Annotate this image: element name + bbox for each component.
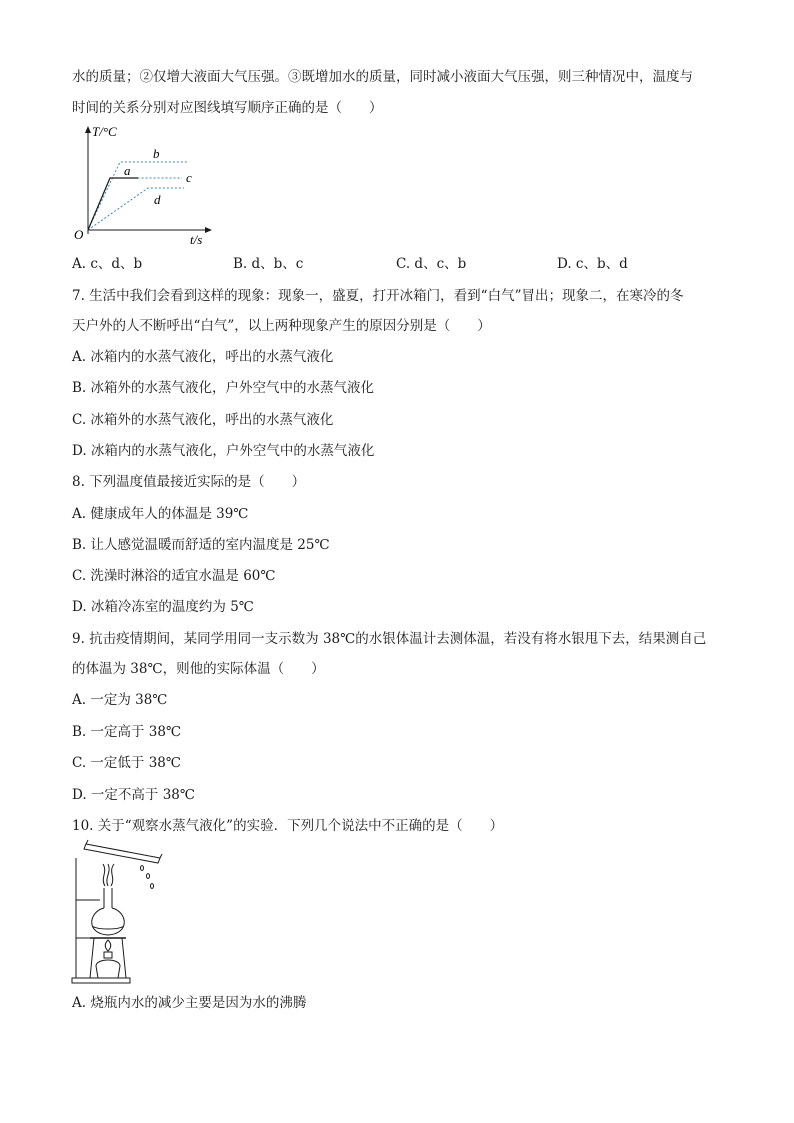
q7-option-c: C. 冰箱外的水蒸气液化，呼出的水蒸气液化 — [72, 412, 334, 428]
steam-wisp — [107, 864, 109, 886]
q9-stem-line2: 的体温为 38℃，则他的实际体温（ ） — [72, 661, 325, 677]
stand-base — [72, 978, 130, 983]
q7-option-b: B. 冰箱外的水蒸气液化，户外空气中的水蒸气液化 — [72, 380, 375, 396]
q9-option-d: D. 一定不高于 38℃ — [72, 787, 195, 803]
glass-plate — [84, 844, 160, 863]
q9-stem-line1: 9. 抗击疫情期间，某同学用同一支示数为 38℃的水银体温计去测体温，若没有将水银甩下去，结果测自己 — [72, 631, 707, 647]
q9-option-a: A. 一定为 38℃ — [72, 692, 168, 708]
curve-a — [88, 178, 138, 230]
curve-label-b: b — [153, 146, 160, 161]
origin-label: O — [74, 227, 84, 242]
q7-option-a: A. 冰箱内的水蒸气液化，呼出的水蒸气液化 — [72, 349, 334, 365]
q10-apparatus-illustration — [70, 838, 170, 988]
alcohol-lamp — [96, 960, 120, 978]
flame-icon — [105, 940, 110, 951]
steam-wisp — [103, 864, 105, 886]
droplet — [147, 874, 150, 879]
x-axis-label: t/s — [190, 232, 203, 247]
q7-stem-line1: 7. 生活中我们会看到这样的现象：现象一，盛夏，打开冰箱门，看到“白气”冒出；现象二，在寒冷的冬 — [72, 288, 684, 304]
q7-option-d: D. 冰箱内的水蒸气液化，户外空气中的水蒸气液化 — [72, 443, 375, 459]
q8-option-a: A. 健康成年人的体温是 39℃ — [72, 506, 249, 522]
x-axis-arrow-icon — [205, 227, 212, 233]
curve-label-a: a — [124, 163, 131, 178]
q8-option-c: C. 洗澡时淋浴的适宜水温是 60℃ — [72, 568, 276, 584]
q6-option-d: D. c、b、d — [557, 256, 628, 272]
steam-wisp — [111, 864, 114, 886]
droplet — [151, 884, 154, 889]
curve-d — [88, 188, 184, 230]
q8-stem: 8. 下列温度值最接近实际的是（ ） — [72, 474, 306, 490]
curve-c — [88, 178, 182, 230]
droplet — [141, 866, 144, 871]
y-axis-label: T/°C — [92, 124, 117, 139]
q9-option-c: C. 一定低于 38℃ — [72, 755, 182, 771]
q6-option-b: B. d、b、c — [233, 256, 304, 272]
q6-stem-line1: 水的质量；②仅增大液面大气压强。③既增加水的质量，同时减小液面大气压强，则三种情况中，温度与 — [72, 69, 693, 85]
q6-option-c: C. d、c、b — [396, 256, 467, 272]
q10-option-a: A. 烧瓶内水的减少主要是因为水的沸腾 — [72, 995, 307, 1011]
q10-stem: 10. 关于“观察水蒸气液化”的实验．下列几个说法中不正确的是（ ） — [72, 818, 504, 834]
q6-stem-line2: 时间的关系分别对应图线填写顺序正确的是（ ） — [72, 100, 383, 116]
q6-option-a: A. c、d、b — [72, 256, 143, 272]
q8-option-d: D. 冰箱冷冻室的温度约为 5℃ — [72, 599, 254, 615]
q7-stem-line2: 天户外的人不断呼出“白气”，以上两种现象产生的原因分别是（ ） — [72, 318, 491, 334]
q9-option-b: B. 一定高于 38℃ — [72, 724, 182, 740]
round-flask — [92, 908, 125, 935]
y-axis-arrow-icon — [85, 126, 91, 133]
q6-temperature-time-graph — [70, 122, 220, 248]
curve-label-d: d — [154, 192, 161, 207]
q8-option-b: B. 让人感觉温暖而舒适的室内温度是 25℃ — [72, 537, 330, 553]
curve-label-c: c — [186, 170, 192, 185]
